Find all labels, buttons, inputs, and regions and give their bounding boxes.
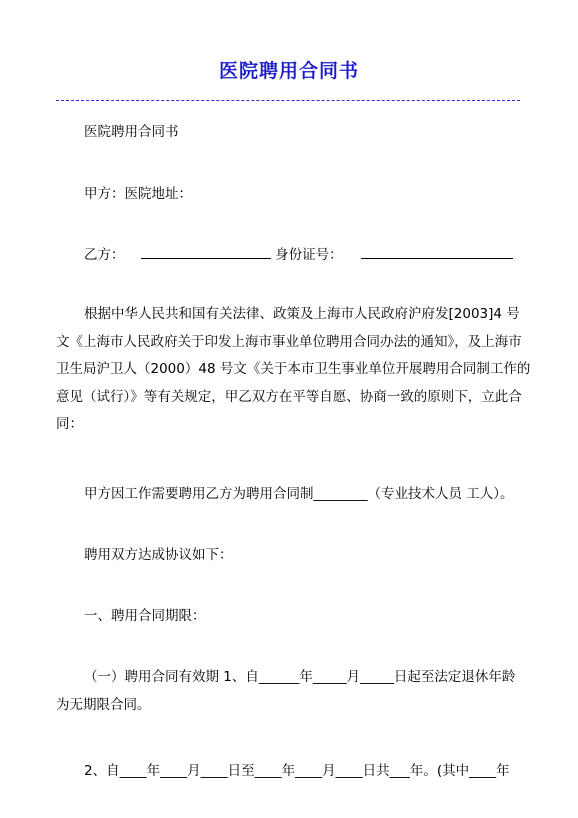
basis-line: 文《上海市人民政府关于印发上海市事业单位聘用合同办法的通知》，及上海市 — [56, 333, 522, 350]
basis-line: 卫生局沪卫人（2000）48 号文《关于本市卫生事业单位开展聘用合同制工作的 — [56, 361, 531, 377]
party-b-line — [56, 245, 554, 265]
agreement-intro: 聘用双方达成协议如下： — [84, 547, 233, 563]
basis-line: 意见（试行）》等有关规定，甲乙双方在平等自愿、协商一致的原则下，立此合 — [56, 388, 522, 405]
title-divider — [56, 100, 520, 101]
section-1-title: 一、聘用合同期限： — [84, 608, 206, 624]
basis-paragraph — [56, 301, 531, 439]
party-b-id-blank — [361, 245, 513, 259]
clause-1-paragraph — [56, 664, 526, 719]
document-title: 医院聘用合同书 — [218, 60, 359, 82]
hire-statement: 甲方因工作需要聘用乙方为聘用合同制________（专业技术人员 工人）。 — [84, 486, 514, 502]
clause-1-line: （一）聘用合同有效期 1、自______年_____月_____日起至法定退休年龄 — [84, 669, 516, 685]
party-b-name-blank — [141, 245, 271, 259]
clause-2-line: 2、自____年____月____日至____年____月____日共___年。(其中____年 — [84, 763, 510, 779]
basis-line: 同： — [56, 416, 83, 432]
party-a-line: 甲方：医院地址： — [84, 186, 192, 202]
party-b-id-label: 身份证号： — [275, 247, 343, 263]
clause-1-line: 为无期限合同。 — [56, 696, 151, 713]
doc-name-line: 医院聘用合同书 — [84, 124, 179, 140]
basis-line: 根据中华人民共和国有关法律、政策及上海市人民政府沪府发[2003]4 号 — [84, 306, 520, 322]
party-b-label: 乙方： — [84, 247, 125, 263]
